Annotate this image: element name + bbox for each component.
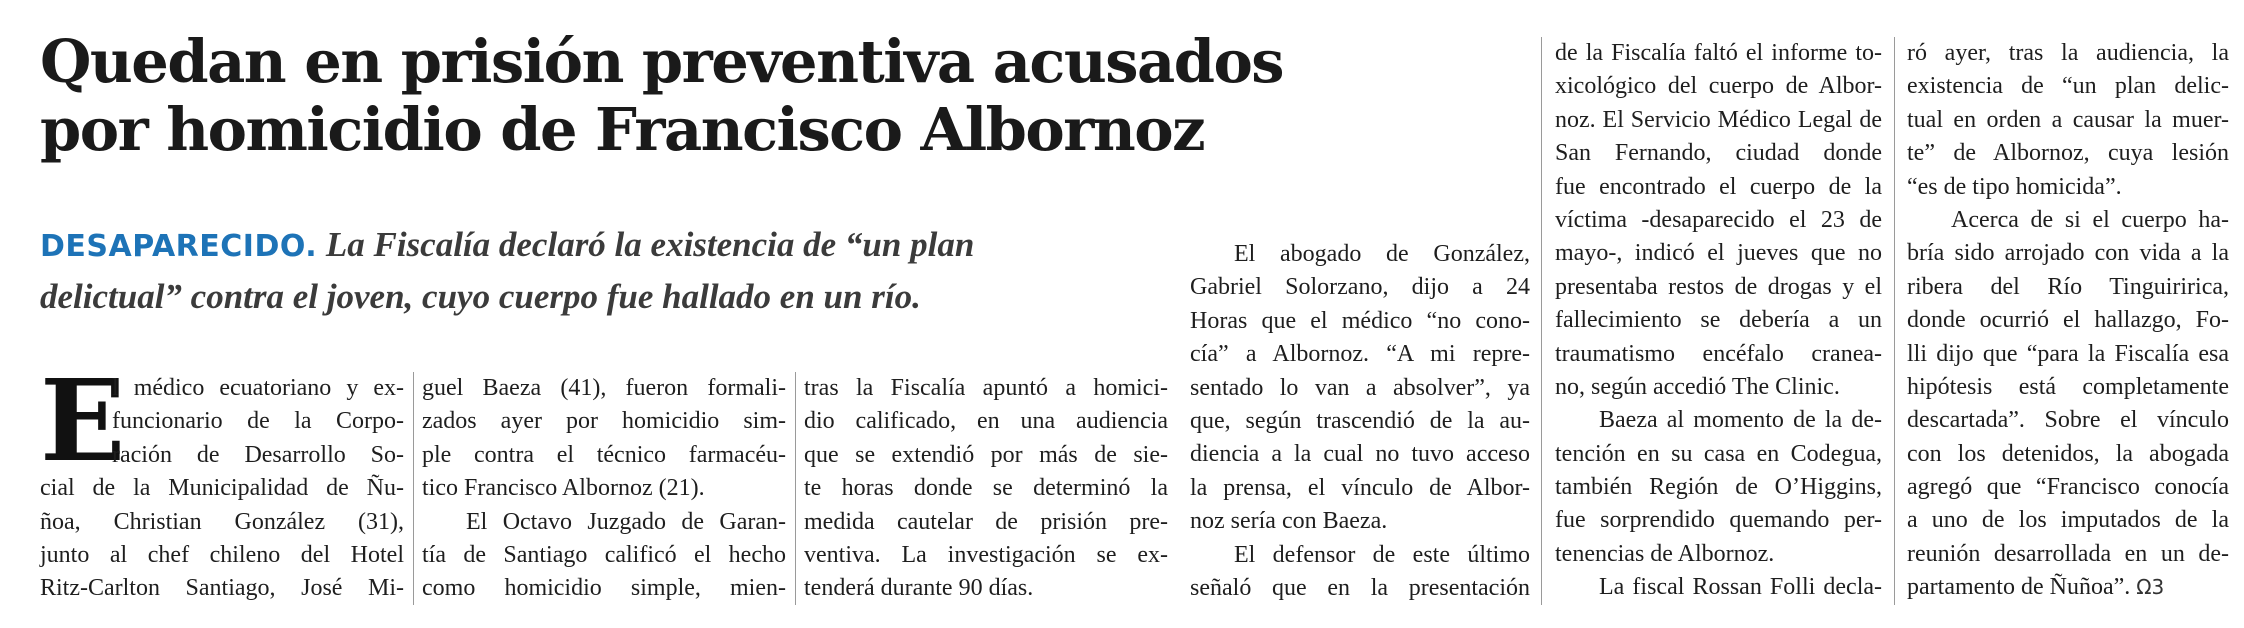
col3-line: que se extendió por más de sie- — [804, 441, 1168, 468]
end-of-article-icon: Ω3 — [2136, 575, 2165, 600]
col5-line: tención en su casa en Codegua, — [1555, 440, 1882, 467]
col1-line: l médico ecuatoriano y ex- — [112, 375, 404, 401]
col4-line: la prensa, el vínculo de Albor- — [1190, 474, 1530, 501]
column-5 — [1555, 37, 1882, 605]
col5-line: noz. El Servicio Médico Legal de — [1555, 106, 1882, 133]
col5-line: también Región de O’Higgins, — [1555, 474, 1882, 501]
col1-line: funcionario de la Corpo- — [112, 408, 404, 435]
column-3 — [804, 372, 1168, 606]
headline — [40, 27, 1284, 164]
col6-line: con los detenidos, la abogada — [1907, 440, 2229, 467]
col4-line: diencia a la cual no tuvo acceso — [1190, 441, 1530, 468]
lede-kicker: DESAPARECIDO. — [40, 229, 318, 264]
col5-line: presentaba restos de drogas y el — [1555, 273, 1882, 300]
col5-line: fue sorprendido quemando per- — [1555, 507, 1882, 534]
col6-line: a uno de los imputados de la — [1907, 507, 2229, 534]
col5-line: traumatismo encéfalo cranea- — [1555, 340, 1882, 367]
col6-line: ribera del Río Tinguiririca, — [1907, 273, 2229, 300]
col4-line: que, según trascendió de la au- — [1190, 407, 1530, 434]
col5-line: fallecimiento se debería a un — [1555, 307, 1882, 334]
lede-line-2: delictual” contra el joven, cuyo cuerpo fue hallado en un río. — [40, 277, 921, 316]
col6-line: ró ayer, tras la audiencia, la — [1907, 40, 2229, 66]
col6-line — [1907, 571, 2229, 604]
col1-line: junto al chef chileno del Hotel — [40, 541, 404, 568]
col5-line: de la Fiscalía faltó el informe to- — [1555, 40, 1882, 66]
col5-line: Baeza al momento de la de- — [1599, 407, 1882, 434]
col2-line: guel Baeza (41), fueron formali- — [422, 375, 786, 401]
col2-line: tía de Santiago calificó el hecho — [422, 541, 786, 568]
column-4 — [1190, 238, 1530, 605]
col4-line: cía” a Albornoz. “A mi repre- — [1190, 341, 1530, 368]
col4-line: señaló que en la presentación — [1190, 574, 1530, 601]
col6-line: descartada”. Sobre el vínculo — [1907, 407, 2229, 434]
col2-line: ple contra el técnico farmacéu- — [422, 441, 786, 468]
col5-line: xicológico del cuerpo de Albor- — [1555, 73, 1882, 100]
col4-line: El abogado de González, — [1234, 241, 1530, 267]
col1-line: cial de la Municipalidad de Ñu- — [40, 475, 404, 502]
col6-line: hipótesis está completamente — [1907, 373, 2229, 400]
col5-line: La fiscal Rossan Folli decla- — [1599, 574, 1882, 601]
col3-line: tenderá durante 90 días. — [804, 575, 1034, 602]
col2-line: como homicidio simple, mien- — [422, 575, 786, 602]
col3-line: medida cautelar de prisión pre- — [804, 508, 1168, 535]
column-rule-1 — [413, 372, 414, 605]
col3-line: tras la Fiscalía apuntó a homici- — [804, 375, 1168, 401]
col3-line: ventiva. La investigación se ex- — [804, 541, 1168, 568]
col4-line: sentado lo van a absolver”, ya — [1190, 374, 1530, 401]
col6-line: donde ocurrió el hallazgo, Fo- — [1907, 307, 2229, 334]
column-1 — [40, 356, 404, 606]
col4-line: noz sería con Baeza. — [1190, 508, 1388, 535]
col5-line: víctima -desaparecido el 23 de — [1555, 206, 1882, 233]
lede — [40, 220, 1120, 322]
col6-line: agregó que “Francisco conocía — [1907, 474, 2229, 501]
col6-line: reunión desarrollada en un de- — [1907, 540, 2229, 567]
col6-line: Acerca de si el cuerpo ha- — [1951, 206, 2229, 233]
drop-cap: E — [40, 356, 126, 487]
col5-line: San Fernando, ciudad donde — [1555, 140, 1882, 167]
col2-line: zados ayer por homicidio sim- — [422, 408, 786, 435]
col6-line: existencia de “un plan delic- — [1907, 73, 2229, 100]
col6-line: te” de Albornoz, cuya lesión — [1907, 140, 2229, 167]
col1-line: ración de Desarrollo So- — [112, 441, 404, 468]
col3-line: te horas donde se determinó la — [804, 475, 1168, 502]
col5-line: no, según accedió The Clinic. — [1555, 373, 1840, 400]
lede-line-1: La Fiscalía declaró la existencia de “un plan — [317, 225, 975, 264]
article-end-line-text: partamento de Ñuñoa”. — [1907, 574, 2131, 601]
col3-line: dio calificado, en una audiencia — [804, 408, 1168, 435]
column-2 — [422, 372, 786, 606]
col6-line: lli dijo que “para la Fiscalía esa — [1907, 340, 2229, 367]
column-6 — [1907, 37, 2229, 605]
headline-line-2: por homicidio de Francisco Albornoz — [40, 95, 1205, 164]
col5-line: fue encontrado el cuerpo de la — [1555, 173, 1882, 200]
col1-line: Ritz-Carlton Santiago, José Mi- — [40, 575, 404, 602]
col4-line: El defensor de este último — [1234, 541, 1530, 568]
col6-line: “es de tipo homicida”. — [1907, 173, 2122, 200]
col6-line: tual en orden a causar la muer- — [1907, 106, 2229, 133]
column-rule-3 — [1541, 37, 1542, 605]
col4-line: Gabriel Solorzano, dijo a 24 — [1190, 274, 1530, 301]
col5-line: mayo-, indicó el jueves que no — [1555, 240, 1882, 267]
col2-line: El Octavo Juzgado de Garan- — [466, 508, 786, 535]
col2-line: tico Francisco Albornoz (21). — [422, 475, 705, 502]
headline-line-1: Quedan en prisión preventiva acusados — [40, 27, 1284, 96]
col4-line: Horas que el médico “no cono- — [1190, 307, 1530, 334]
column-rule-2 — [795, 372, 796, 605]
col1-line: ñoa, Christian González (31), — [40, 508, 404, 535]
column-rule-4 — [1894, 37, 1895, 605]
col6-line: bría sido arrojado con vida a la — [1907, 240, 2229, 267]
col5-line: tenencias de Albornoz. — [1555, 540, 1775, 567]
